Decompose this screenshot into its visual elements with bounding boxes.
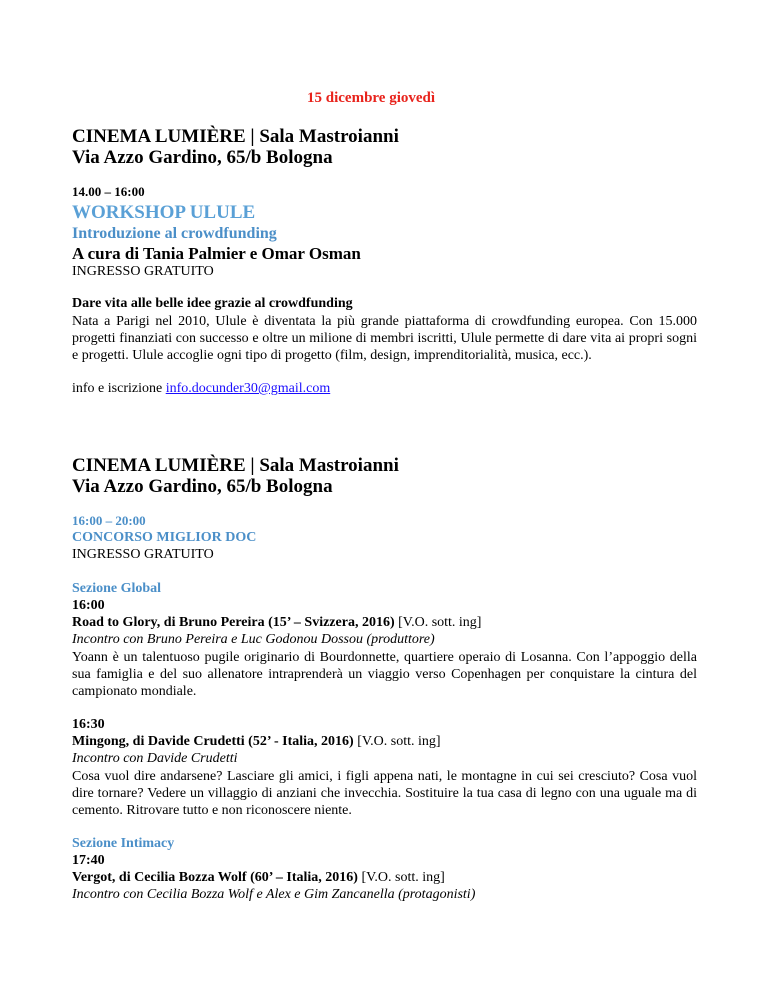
- film-language: [V.O. sott. ing]: [357, 870, 445, 885]
- film-time: 16:30: [72, 717, 105, 732]
- film-title: Road to Glory, di Bruno Pereira (15’ – Svizzera, 2016): [72, 615, 395, 630]
- workshop-description: Nata a Parigi nel 2010, Ulule è diventata la più grande piattaforma di crowdfunding europea. Con 15.000 progetti finanziati con successo e oltre un milione di membri iscritti, Ulule permette di dare vita ai propri sogni e progetti. Ulule accoglie ogni tipo di progetto (film, design, imprenditorialità, musica, ecc.).: [72, 314, 697, 363]
- film-title-line: [72, 615, 481, 631]
- section-global: Sezione Global: [72, 581, 162, 596]
- film-meeting: Incontro con Bruno Pereira e Luc Godonou Dossou (produttore): [72, 632, 435, 647]
- workshop-heading: Dare vita alle belle idee grazie al crowdfunding: [72, 296, 353, 311]
- workshop-subtitle: Introduzione al crowdfunding: [72, 225, 277, 242]
- section-intimacy: Sezione Intimacy: [72, 836, 175, 851]
- film-title: Vergot, di Cecilia Bozza Wolf (60’ – Italia, 2016): [72, 870, 358, 885]
- film-meeting: Incontro con Davide Crudetti: [72, 751, 238, 766]
- film-title-line: [72, 734, 441, 750]
- venue-name: CINEMA LUMIÈRE | Sala Mastroianni: [72, 126, 399, 147]
- film-description: Cosa vuol dire andarsene? Lasciare gli amici, i figli appena nati, le montagne in cui sei cresciuto? Cosa vuol dire tornare? Vedere un villaggio di anziani che invecchia. Sostituire la tua casa di legno con una uguale ma di cemento. Ritrovare tutto e non riconoscere niente.: [72, 769, 697, 818]
- venue-name: CINEMA LUMIÈRE | Sala Mastroianni: [72, 455, 399, 476]
- workshop-curators: A cura di Tania Palmier e Omar Osman: [72, 244, 361, 263]
- workshop-info: [72, 381, 330, 397]
- workshop-entry: INGRESSO GRATUITO: [72, 264, 214, 279]
- contest-title: CONCORSO MIGLIOR DOC: [72, 530, 257, 545]
- email-link[interactable]: info.docunder30@gmail.com: [165, 381, 331, 396]
- venue-address: Via Azzo Gardino, 65/b Bologna: [72, 476, 333, 497]
- contest-entry: INGRESSO GRATUITO: [72, 547, 214, 562]
- workshop-title: WORKSHOP ULULE: [72, 202, 256, 223]
- info-label: info e iscrizione: [72, 381, 166, 396]
- film-title-line: [72, 870, 445, 886]
- workshop-time: 14.00 – 16:00: [72, 184, 145, 199]
- film-description: Yoann è un talentuoso pugile originario di Bourdonnette, quartiere operaio di Losanna. Con l’appoggio della sua famiglia e del suo allenatore intraprenderà un viaggio verso Copenhagen per conquistare la cintura del campionato mondiale.: [72, 650, 697, 699]
- film-language: [V.O. sott. ing]: [394, 615, 482, 630]
- film-time: 17:40: [72, 853, 105, 868]
- event-date: 15 dicembre giovedì: [307, 90, 436, 106]
- film-meeting: Incontro con Cecilia Bozza Wolf e Alex e Gim Zancanella (protagonisti): [72, 887, 476, 902]
- venue-address: Via Azzo Gardino, 65/b Bologna: [72, 147, 333, 168]
- film-time: 16:00: [72, 598, 105, 613]
- film-language: [V.O. sott. ing]: [353, 734, 441, 749]
- contest-time: 16:00 – 20:00: [72, 513, 146, 528]
- film-title: Mingong, di Davide Crudetti (52’ - Italia, 2016): [72, 734, 354, 749]
